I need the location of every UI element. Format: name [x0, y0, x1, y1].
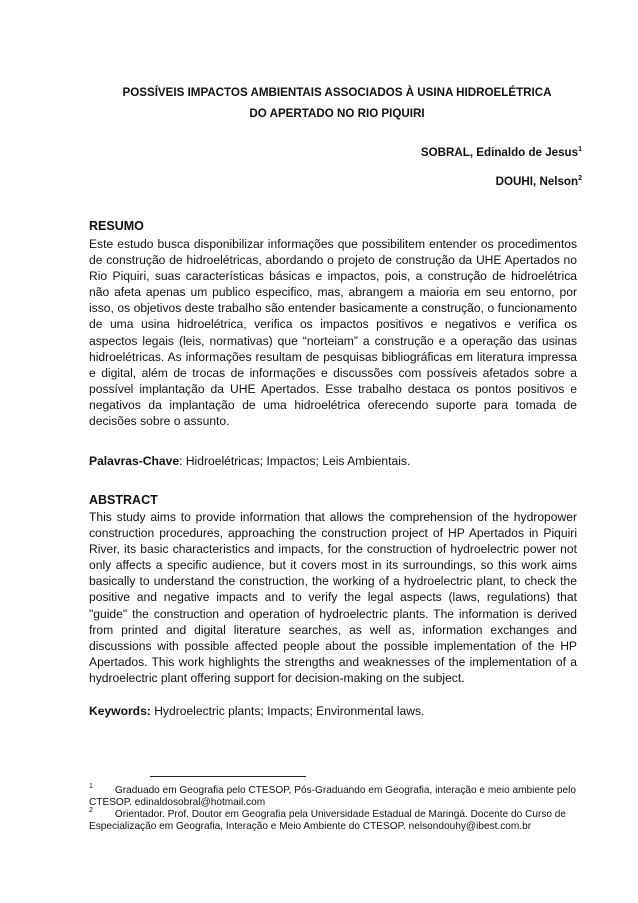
- footnote-1: [89, 785, 579, 810]
- paper-title: [92, 82, 582, 124]
- author-name: DOUHI, Nelson: [495, 175, 579, 188]
- keywords-label: Keywords:: [89, 704, 151, 718]
- title-line-1: POSSÍVEIS IMPACTOS AMBIENTAIS ASSOCIADOS À USINA HIDROELÉTRICA: [122, 86, 552, 99]
- palavras-chave-label: Palavras-Chave: [89, 454, 180, 468]
- abstract-body: This study aims to provide information that allows the comprehension of the hydropower construction procedures, approaching the construction project of HP Apertados in Piquiri River, its basic characteristics and impacts, for the construction of hydroelectric power not only affects a specific audience, but it covers most in its surroundings, so this work aims basically to understand the construction, the working of a hydroelectric plant, to check the positive and negative impacts and to verify the legal aspects (laws, regulations) that "guide" the construction and operation of hydroelectric plants. The information is derived from printed and digital literature searches, as well as, information exchanges and discussions with possible affected people about the possible implementation of the HP Apertados. This work highlights the strengths and weaknesses of the implementation of a hydroelectric plant offering support for decision-making on the subject.: [89, 510, 577, 685]
- palavras-chave: [89, 454, 410, 468]
- footnote-separator: [150, 776, 306, 777]
- palavras-chave-list: : Hidroelétricas; Impactos; Leis Ambientais.: [179, 454, 411, 468]
- author-footnote-mark[interactable]: 1: [578, 146, 582, 154]
- resumo-heading: RESUMO: [89, 219, 144, 233]
- title-line-2: DO APERTADO NO RIO PIQUIRI: [249, 107, 425, 120]
- footnote-mark: 1: [89, 783, 93, 790]
- keywords-list: Hydroelectric plants; Impacts; Environmental laws.: [150, 704, 425, 718]
- author-sobral: [421, 146, 582, 159]
- footnote-text: Graduado em Geografia pelo CTESOP, Pós-Graduando em Geografia, interação e meio ambiente pelo CTESOP. edinaldosobral@hotmail.com: [89, 785, 576, 809]
- author-douhi: [496, 175, 582, 188]
- author-footnote-mark[interactable]: 2: [578, 175, 582, 183]
- resumo-body: Este estudo busca disponibilizar informações que possibilitem entender os procedimentos de construção de hidroelétricas, abordando o projeto de construção da UHE Apertados no Rio Piquiri, suas características básicas e impactos, pois, a construção de hidroelétrica não afeta apenas um publico especifico, mas, abrangem a maioria em seu entorno, por isso, os objetivos deste trabalho são entender basicamente a construção, o funcionamento de uma usina hidroelétrica, verifica os impactos positivos e negativos e verifica os aspectos legais (leis, normativas) que “norteiam” a construção e a operação das usinas hidroelétricas. As informações resultam de pesquisas bibliográficas em literatura impressa e digital, além de trocas de informações e discussões com possíveis afetados sobre a possível implantação da UHE Apertados. Esse trabalho destaca os pontos positivos e negativos da implantação de uma hidroelétrica oferecendo suporte para tomada de decisões sobre o assunto.: [89, 237, 577, 429]
- abstract-heading: ABSTRACT: [89, 493, 158, 507]
- footnote-2: [89, 809, 579, 834]
- footnote-text: Orientador. Prof. Doutor em Geografia pela Universidade Estadual de Maringá. Docente do Curso de Especialização em Geografia, Interação e Meio Ambiente do CTESOP. nelsondouhy@ibest.com.br: [89, 809, 567, 833]
- keywords: [89, 704, 424, 718]
- footnote-mark: 2: [89, 807, 93, 814]
- author-name: SOBRAL, Edinaldo de Jesus: [420, 146, 579, 159]
